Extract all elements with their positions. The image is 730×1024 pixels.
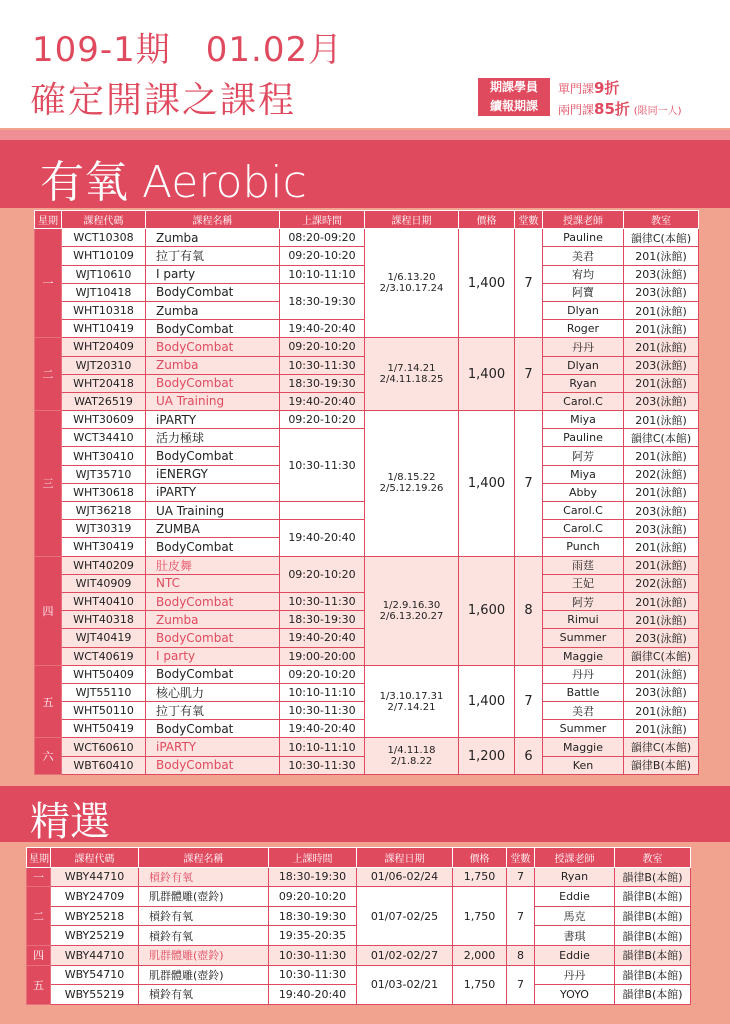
classroom-cell: 韻律B(本館) xyxy=(615,906,691,926)
teacher-cell: Ken xyxy=(543,756,624,774)
table-row xyxy=(27,965,691,985)
classroom-cell: 201(泳館) xyxy=(624,320,699,338)
discount-note: (限同一人) xyxy=(633,106,682,117)
course-name-cell: 槓鈴有氧 xyxy=(139,926,269,946)
classroom-cell: 203(泳館) xyxy=(624,392,699,410)
table-row xyxy=(35,665,699,683)
class-time-cell: 10:30-11:30 xyxy=(280,702,365,720)
session-count-cell: 8 xyxy=(515,556,543,665)
course-code-cell: WHT10419 xyxy=(62,320,146,338)
course-name-cell: BodyCombat xyxy=(146,374,280,392)
course-name-cell: BodyCombat xyxy=(146,720,280,738)
course-code-cell: WBY24709 xyxy=(51,887,139,907)
table-row xyxy=(35,229,699,247)
course-dates-cell: 1/6.13.20 2/3.10.17.24 xyxy=(365,229,459,338)
teacher-cell: Carol.C xyxy=(543,502,624,520)
teacher-cell: Dlyan xyxy=(543,356,624,374)
discount-single-value: 9折 xyxy=(594,79,620,97)
course-code-cell: WJT35710 xyxy=(62,465,146,483)
course-dates-cell: 1/8.15.22 2/5.12.19.26 xyxy=(365,411,459,557)
class-time-cell: 19:40-20:40 xyxy=(280,520,365,556)
course-code-cell: WHT30419 xyxy=(62,538,146,556)
course-code-cell: WCT60610 xyxy=(62,738,146,756)
teacher-cell: 丹丹 xyxy=(543,338,624,356)
header xyxy=(0,0,730,128)
weekday-cell: 四 xyxy=(27,945,51,965)
course-code-cell: WHT30410 xyxy=(62,447,146,465)
classroom-cell: 201(泳館) xyxy=(624,702,699,720)
class-time-cell: 10:10-11:10 xyxy=(280,683,365,701)
classroom-cell: 201(泳館) xyxy=(624,611,699,629)
price-cell: 1,200 xyxy=(459,738,515,774)
session-count-cell: 6 xyxy=(515,738,543,774)
course-code-cell: WBY55219 xyxy=(51,985,139,1005)
column-header: 上課時間 xyxy=(280,211,365,229)
course-name-cell: iPARTY xyxy=(146,738,280,756)
class-time-cell: 19:40-20:40 xyxy=(280,392,365,410)
classroom-cell: 203(泳館) xyxy=(624,265,699,283)
course-code-cell: WBT60410 xyxy=(62,756,146,774)
discount-double-label: 兩門課 xyxy=(558,103,595,117)
course-code-cell: WJT40419 xyxy=(62,629,146,647)
teacher-cell: Eddie xyxy=(535,945,615,965)
teacher-cell: Ryan xyxy=(535,867,615,887)
badge-line-1: 期課學員 xyxy=(489,80,538,94)
teacher-cell: Battle xyxy=(543,683,624,701)
weekday-cell: 四 xyxy=(35,556,62,665)
class-time-cell: 10:30-11:30 xyxy=(280,756,365,774)
course-name-cell: iPARTY xyxy=(146,411,280,429)
course-name-cell: Zumba xyxy=(146,229,280,247)
class-time-cell: 18:30-19:30 xyxy=(269,906,357,926)
price-cell: 1,750 xyxy=(453,887,507,946)
teacher-cell: Miya xyxy=(543,465,624,483)
session-count-cell: 8 xyxy=(507,945,535,965)
classroom-cell: 203(泳館) xyxy=(624,629,699,647)
classroom-cell: 201(泳館) xyxy=(624,301,699,319)
course-name-cell: 槓鈴有氧 xyxy=(139,906,269,926)
course-name-cell: ZUMBA xyxy=(146,520,280,538)
price-cell: 2,000 xyxy=(453,945,507,965)
class-time-cell: 08:20-09:20 xyxy=(280,229,365,247)
column-header: 星期 xyxy=(35,211,62,229)
discount-double-value: 85折 xyxy=(594,100,630,118)
course-name-cell: iENERGY xyxy=(146,465,280,483)
classroom-cell: 201(泳館) xyxy=(624,538,699,556)
column-header: 教室 xyxy=(615,848,691,868)
discount-single xyxy=(558,78,682,99)
classroom-cell: 201(泳館) xyxy=(624,374,699,392)
course-code-cell: WHT10318 xyxy=(62,301,146,319)
course-name-cell: BodyCombat xyxy=(146,756,280,774)
class-time-cell: 18:30-19:30 xyxy=(280,611,365,629)
column-header: 課程名稱 xyxy=(146,211,280,229)
course-code-cell: WHT50110 xyxy=(62,702,146,720)
course-name-cell: 肌群體雕(壺鈴) xyxy=(139,887,269,907)
teacher-cell: Rimui xyxy=(543,611,624,629)
aerobic-header-row xyxy=(35,211,699,229)
teacher-cell: YOYO xyxy=(535,985,615,1005)
column-header: 星期 xyxy=(27,848,51,868)
class-time-cell: 09:20-10:20 xyxy=(280,665,365,683)
weekday-cell: 三 xyxy=(35,411,62,557)
teacher-cell: Carol.C xyxy=(543,392,624,410)
course-code-cell: WBY25219 xyxy=(51,926,139,946)
column-header: 價格 xyxy=(459,211,515,229)
course-name-cell: 肚皮舞 xyxy=(146,556,280,574)
column-header: 課程名稱 xyxy=(139,848,269,868)
course-dates-cell: 01/03-02/21 xyxy=(357,965,453,1004)
teacher-cell: Eddie xyxy=(535,887,615,907)
section-title-featured: 精選 xyxy=(30,799,110,845)
course-code-cell: WCT34410 xyxy=(62,429,146,447)
course-dates-cell: 1/3.10.17.31 2/7.14.21 xyxy=(365,665,459,738)
table-row xyxy=(35,556,699,574)
teacher-cell: 書琪 xyxy=(535,926,615,946)
class-time-cell: 18:30-19:30 xyxy=(269,867,357,887)
class-time-cell: 19:35-20:35 xyxy=(269,926,357,946)
classroom-cell: 201(泳館) xyxy=(624,592,699,610)
course-code-cell: WCT10308 xyxy=(62,229,146,247)
teacher-cell: Summer xyxy=(543,629,624,647)
class-time-cell: 18:30-19:30 xyxy=(280,374,365,392)
session-count-cell: 7 xyxy=(515,411,543,557)
course-code-cell: WBY54710 xyxy=(51,965,139,985)
course-name-cell: BodyCombat xyxy=(146,283,280,301)
course-name-cell: BodyCombat xyxy=(146,320,280,338)
course-name-cell: BodyCombat xyxy=(146,629,280,647)
classroom-cell: 韻律B(本館) xyxy=(615,945,691,965)
teacher-cell: 王妃 xyxy=(543,574,624,592)
teacher-cell: Roger xyxy=(543,320,624,338)
teacher-cell: Summer xyxy=(543,720,624,738)
divider-band xyxy=(0,130,730,140)
course-code-cell: WHT50409 xyxy=(62,665,146,683)
weekday-cell: 二 xyxy=(27,887,51,946)
class-time-cell: 19:00-20:00 xyxy=(280,647,365,665)
classroom-cell: 201(泳館) xyxy=(624,411,699,429)
course-code-cell: WHT20409 xyxy=(62,338,146,356)
column-header: 價格 xyxy=(453,848,507,868)
teacher-cell: Pauline xyxy=(543,229,624,247)
course-name-cell: 拉丁有氧 xyxy=(146,247,280,265)
weekday-cell: 五 xyxy=(35,665,62,738)
price-cell: 1,400 xyxy=(459,338,515,411)
course-name-cell: Zumba xyxy=(146,356,280,374)
teacher-cell: 美君 xyxy=(543,247,624,265)
classroom-cell: 韻律B(本館) xyxy=(624,756,699,774)
classroom-cell: 韻律C(本館) xyxy=(624,738,699,756)
classroom-cell: 201(泳館) xyxy=(624,483,699,501)
class-time-cell: 19:40-20:40 xyxy=(280,629,365,647)
classroom-cell: 韻律B(本館) xyxy=(615,985,691,1005)
classroom-cell: 202(泳館) xyxy=(624,574,699,592)
course-dates-cell: 1/7.14.21 2/4.11.18.25 xyxy=(365,338,459,411)
discount-info xyxy=(558,78,682,122)
course-name-cell: UA Training xyxy=(146,392,280,410)
weekday-cell: 一 xyxy=(35,229,62,338)
course-code-cell: WHT30609 xyxy=(62,411,146,429)
weekday-cell: 一 xyxy=(27,867,51,887)
discount-single-label: 單門課 xyxy=(558,82,595,96)
classroom-cell: 韻律C(本館) xyxy=(624,647,699,665)
classroom-cell: 韻律B(本館) xyxy=(615,867,691,887)
column-header: 上課時間 xyxy=(269,848,357,868)
teacher-cell: Maggie xyxy=(543,647,624,665)
session-count-cell: 7 xyxy=(515,665,543,738)
column-header: 課程日期 xyxy=(357,848,453,868)
course-code-cell: WBY25218 xyxy=(51,906,139,926)
class-time-cell: 10:30-11:30 xyxy=(269,945,357,965)
course-dates-cell: 01/02-02/27 xyxy=(357,945,453,965)
course-code-cell: WBY44710 xyxy=(51,867,139,887)
class-time-cell: 18:30-19:30 xyxy=(280,283,365,319)
classroom-cell: 203(泳館) xyxy=(624,520,699,538)
price-cell: 1,400 xyxy=(459,229,515,338)
course-name-cell: 活力極球 xyxy=(146,429,280,447)
featured-header-row xyxy=(27,848,691,868)
course-name-cell: I party xyxy=(146,265,280,283)
course-name-cell: 肌群體雕(壺鈴) xyxy=(139,945,269,965)
course-name-cell: 槓鈴有氧 xyxy=(139,985,269,1005)
classroom-cell: 201(泳館) xyxy=(624,720,699,738)
teacher-cell: Pauline xyxy=(543,429,624,447)
classroom-cell: 203(泳館) xyxy=(624,502,699,520)
teacher-cell: 雨莛 xyxy=(543,556,624,574)
classroom-cell: 203(泳館) xyxy=(624,683,699,701)
course-name-cell: iPARTY xyxy=(146,483,280,501)
classroom-cell: 韻律C(本館) xyxy=(624,229,699,247)
teacher-cell: 宥均 xyxy=(543,265,624,283)
course-code-cell: WHT30618 xyxy=(62,483,146,501)
table-row xyxy=(35,338,699,356)
table-row xyxy=(35,411,699,429)
classroom-cell: 201(泳館) xyxy=(624,556,699,574)
course-name-cell: 槓鈴有氧 xyxy=(139,867,269,887)
course-name-cell: 肌群體雕(壺鈴) xyxy=(139,965,269,985)
session-count-cell: 7 xyxy=(507,887,535,946)
table-row xyxy=(27,867,691,887)
course-name-cell: BodyCombat xyxy=(146,338,280,356)
classroom-cell: 韻律B(本館) xyxy=(615,965,691,985)
course-code-cell: WHT40318 xyxy=(62,611,146,629)
classroom-cell: 201(泳館) xyxy=(624,338,699,356)
teacher-cell: 阿芳 xyxy=(543,592,624,610)
teacher-cell: Carol.C xyxy=(543,520,624,538)
course-name-cell: 拉丁有氧 xyxy=(146,702,280,720)
weekday-cell: 二 xyxy=(35,338,62,411)
column-header: 課程代碼 xyxy=(51,848,139,868)
column-header: 課程代碼 xyxy=(62,211,146,229)
class-time-cell: 10:30-11:30 xyxy=(280,592,365,610)
classroom-cell: 韻律B(本館) xyxy=(615,887,691,907)
course-code-cell: WJT10418 xyxy=(62,283,146,301)
class-time-cell: 09:20-10:20 xyxy=(269,887,357,907)
teacher-cell: 丹丹 xyxy=(535,965,615,985)
price-cell: 1,600 xyxy=(459,556,515,665)
course-code-cell: WIT40909 xyxy=(62,574,146,592)
class-time-cell: 09:20-10:20 xyxy=(280,411,365,429)
teacher-cell: 阿寶 xyxy=(543,283,624,301)
course-name-cell: BodyCombat xyxy=(146,592,280,610)
teacher-cell: 美君 xyxy=(543,702,624,720)
session-count-cell: 7 xyxy=(507,867,535,887)
course-name-cell: BodyCombat xyxy=(146,447,280,465)
class-time-cell: 10:30-11:30 xyxy=(280,356,365,374)
class-time-cell: 10:30-11:30 xyxy=(280,429,365,502)
course-name-cell: 核心肌力 xyxy=(146,683,280,701)
teacher-cell: Miya xyxy=(543,411,624,429)
column-header: 授課老師 xyxy=(543,211,624,229)
classroom-cell: 202(泳館) xyxy=(624,465,699,483)
course-code-cell: WJT30319 xyxy=(62,520,146,538)
classroom-cell: 韻律B(本館) xyxy=(615,926,691,946)
badge-line-2: 續報期課 xyxy=(489,99,538,113)
course-code-cell: WJT20310 xyxy=(62,356,146,374)
weekday-cell: 六 xyxy=(35,738,62,774)
course-dates-cell: 1/4.11.18 2/1.8.22 xyxy=(365,738,459,774)
course-name-cell: Zumba xyxy=(146,301,280,319)
teacher-cell: Ryan xyxy=(543,374,624,392)
class-time-cell: 10:30-11:30 xyxy=(269,965,357,985)
classroom-cell: 韻律C(本館) xyxy=(624,429,699,447)
class-time-cell: 09:20-10:20 xyxy=(280,247,365,265)
course-code-cell: WJT10610 xyxy=(62,265,146,283)
table-row xyxy=(27,945,691,965)
course-name-cell: UA Training xyxy=(146,502,280,520)
course-name-cell: NTC xyxy=(146,574,280,592)
member-badge xyxy=(478,78,550,116)
table-row xyxy=(35,738,699,756)
column-header: 堂數 xyxy=(515,211,543,229)
teacher-cell: Punch xyxy=(543,538,624,556)
course-dates-cell: 01/06-02/24 xyxy=(357,867,453,887)
teacher-cell: 馬克 xyxy=(535,906,615,926)
course-code-cell: WHT40209 xyxy=(62,556,146,574)
course-code-cell: WBY44710 xyxy=(51,945,139,965)
section-title-aerobic: 有氧 Aerobic xyxy=(40,157,307,208)
table-row xyxy=(27,887,691,907)
course-dates-cell: 1/2.9.16.30 2/6.13.20.27 xyxy=(365,556,459,665)
course-name-cell: I party xyxy=(146,647,280,665)
page-subtitle: 確定開課之課程 xyxy=(30,80,297,121)
column-header: 課程日期 xyxy=(365,211,459,229)
page-title: 109-1期 01.02月 xyxy=(32,30,344,70)
course-code-cell: WCT40619 xyxy=(62,647,146,665)
price-cell: 1,750 xyxy=(453,867,507,887)
course-code-cell: WHT40410 xyxy=(62,592,146,610)
price-cell: 1,400 xyxy=(459,411,515,557)
teacher-cell: 阿芳 xyxy=(543,447,624,465)
class-time-cell xyxy=(280,502,365,520)
course-name-cell: Zumba xyxy=(146,611,280,629)
classroom-cell: 201(泳館) xyxy=(624,247,699,265)
course-name-cell: BodyCombat xyxy=(146,538,280,556)
class-time-cell: 19:40-20:40 xyxy=(280,320,365,338)
session-count-cell: 7 xyxy=(515,229,543,338)
class-time-cell: 19:40-20:40 xyxy=(269,985,357,1005)
classroom-cell: 203(泳館) xyxy=(624,356,699,374)
class-time-cell: 19:40-20:40 xyxy=(280,720,365,738)
class-time-cell: 10:10-11:10 xyxy=(280,265,365,283)
column-header: 授課老師 xyxy=(535,848,615,868)
classroom-cell: 201(泳館) xyxy=(624,447,699,465)
discount-double xyxy=(558,99,682,122)
column-header: 堂數 xyxy=(507,848,535,868)
aerobic-table xyxy=(34,210,699,775)
price-cell: 1,750 xyxy=(453,965,507,1004)
teacher-cell: Abby xyxy=(543,483,624,501)
classroom-cell: 201(泳館) xyxy=(624,665,699,683)
course-code-cell: WJT36218 xyxy=(62,502,146,520)
featured-table xyxy=(26,847,691,1005)
course-dates-cell: 01/07-02/25 xyxy=(357,887,453,946)
weekday-cell: 五 xyxy=(27,965,51,1004)
session-count-cell: 7 xyxy=(515,338,543,411)
class-time-cell: 10:10-11:10 xyxy=(280,738,365,756)
teacher-cell: 丹丹 xyxy=(543,665,624,683)
column-header: 教室 xyxy=(624,211,699,229)
course-name-cell: BodyCombat xyxy=(146,665,280,683)
price-cell: 1,400 xyxy=(459,665,515,738)
course-code-cell: WHT10109 xyxy=(62,247,146,265)
classroom-cell: 203(泳館) xyxy=(624,283,699,301)
course-code-cell: WJT55110 xyxy=(62,683,146,701)
class-time-cell: 09:20-10:20 xyxy=(280,338,365,356)
teacher-cell: Maggie xyxy=(543,738,624,756)
course-code-cell: WHT20418 xyxy=(62,374,146,392)
course-code-cell: WAT26519 xyxy=(62,392,146,410)
teacher-cell: Dlyan xyxy=(543,301,624,319)
session-count-cell: 7 xyxy=(507,965,535,1004)
course-code-cell: WHT50419 xyxy=(62,720,146,738)
class-time-cell: 09:20-10:20 xyxy=(280,556,365,592)
